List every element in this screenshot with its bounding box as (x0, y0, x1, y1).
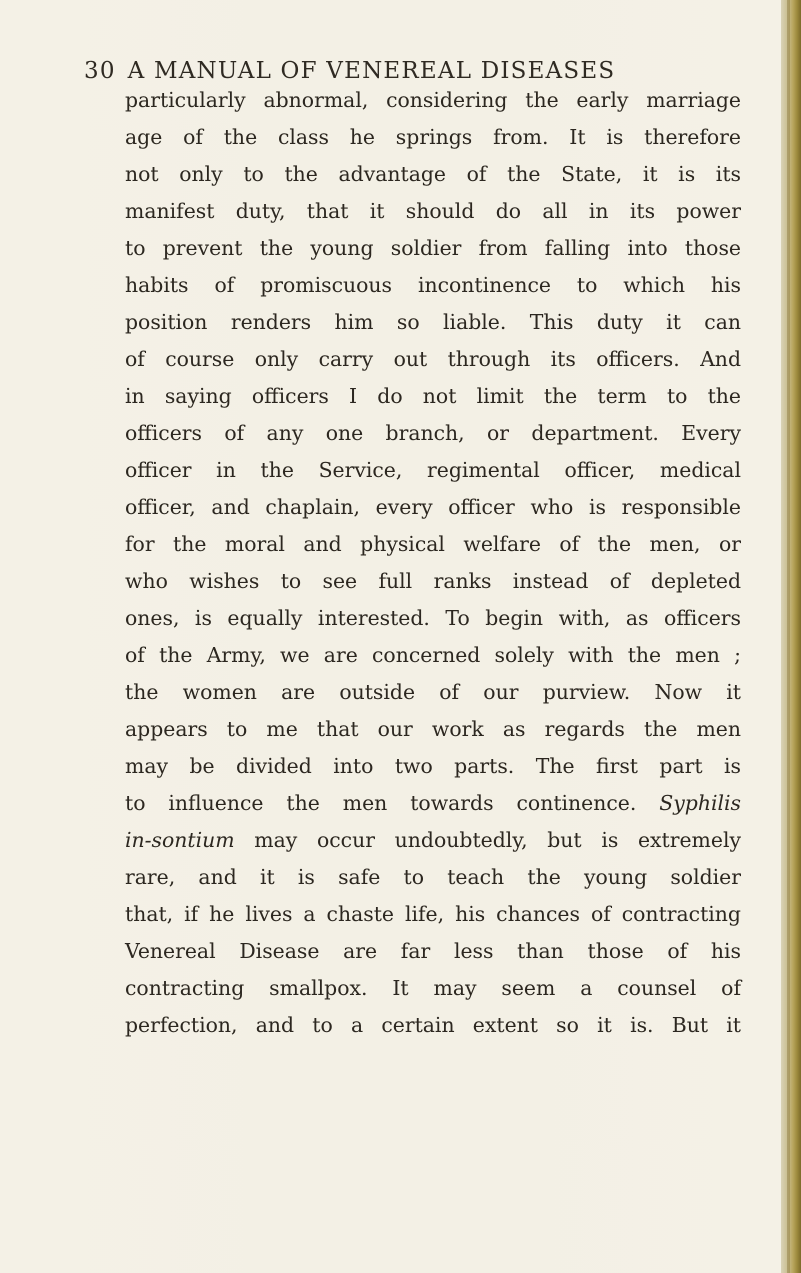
text-line: officer in the Service, regimental officer, medical (125, 458, 741, 482)
text-line-with-italic (125, 785, 741, 822)
text-line: Venereal Disease are far less than those of his (125, 939, 741, 963)
text-line: of course only carry out through its officers. And (125, 347, 741, 371)
book-binding-edge (781, 0, 801, 1273)
text-line: not only to the advantage of the State, it is its (125, 162, 741, 186)
running-head (84, 58, 744, 84)
text-line: perfection, and to a certain extent so it is. But it (125, 1013, 741, 1037)
text-line: position renders him so liable. This duty it can (125, 310, 741, 334)
italic-term: Syphilis (659, 791, 741, 815)
text-segment: may occur undoubtedly, but is extremely (234, 828, 741, 852)
text-line: officers of any one branch, or department. Every (125, 421, 741, 445)
text-line: manifest duty, that it should do all in its power (125, 199, 741, 223)
text-line: ones, is equally interested. To begin with, as officers (125, 606, 741, 630)
text-line: that, if he lives a chaste life, his chances of contracting (125, 902, 741, 926)
page-number: 30 (84, 58, 116, 84)
text-line: appears to me that our work as regards the men (125, 717, 741, 741)
text-segment: to influence the men towards continence. (125, 791, 637, 815)
text-line: age of the class he springs from. It is therefore (125, 125, 741, 149)
text-line: rare, and it is safe to teach the young soldier (125, 865, 741, 889)
text-line: of the Army, we are concerned solely with the men ; (125, 643, 741, 667)
body-text (125, 82, 741, 1044)
text-line: for the moral and physical welfare of the men, or (125, 532, 741, 556)
text-line: in saying officers I do not limit the term to the (125, 384, 741, 408)
text-line: who wishes to see full ranks instead of depleted (125, 569, 741, 593)
text-line: officer, and chaplain, every officer who is responsible (125, 495, 741, 519)
text-line: to prevent the young soldier from falling into those (125, 236, 741, 260)
running-title: A MANUAL OF VENEREAL DISEASES (127, 58, 616, 84)
text-line: habits of promiscuous incontinence to which his (125, 273, 741, 297)
text-line: may be divided into two parts. The first part is (125, 754, 741, 778)
italic-term-continuation: in-sontium (125, 828, 235, 852)
text-line (125, 822, 741, 859)
text-line: the women are outside of our purview. Now it (125, 680, 741, 704)
text-line: contracting smallpox. It may seem a counsel of (125, 976, 741, 1000)
text-line: particularly abnormal, considering the early marriage (125, 88, 741, 112)
